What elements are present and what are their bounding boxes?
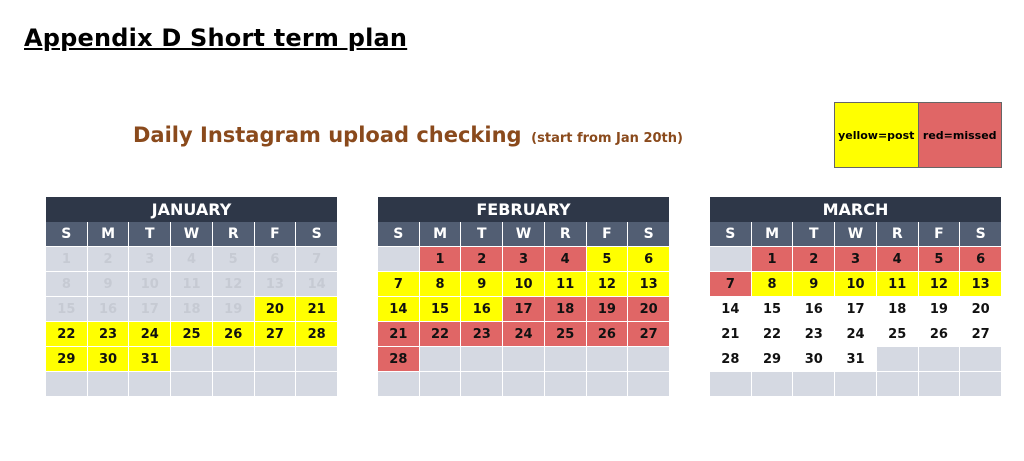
calendar-day: 11 [877, 272, 918, 296]
calendar-empty-cell [296, 347, 337, 371]
chart-subtitle [133, 123, 683, 147]
calendar-empty-cell [171, 372, 212, 396]
calendar-day: 12 [213, 272, 254, 296]
calendar-day: 7 [378, 272, 419, 296]
calendar-empty-cell [628, 372, 669, 396]
page-heading: Appendix D Short term plan [24, 24, 408, 52]
calendar-day: 11 [545, 272, 586, 296]
weekday-header: R [213, 222, 254, 246]
calendar-day: 15 [46, 297, 87, 321]
calendar-day: 18 [545, 297, 586, 321]
calendar-empty-cell [378, 247, 419, 271]
calendar-day: 8 [46, 272, 87, 296]
calendar-day: 19 [587, 297, 628, 321]
calendar-day: 25 [545, 322, 586, 346]
calendar-day: 26 [919, 322, 960, 346]
weekday-header: W [171, 222, 212, 246]
calendar-day: 7 [296, 247, 337, 271]
calendar-day: 28 [710, 347, 751, 371]
calendar-empty-cell [171, 347, 212, 371]
calendar-day: 21 [296, 297, 337, 321]
calendar-day: 6 [960, 247, 1001, 271]
calendar-day: 22 [752, 322, 793, 346]
calendar-empty-cell [835, 372, 876, 396]
calendar-grid [710, 222, 1001, 396]
calendar-day: 9 [793, 272, 834, 296]
calendar-march [710, 197, 1001, 396]
weekday-header: S [296, 222, 337, 246]
calendar-empty-cell [545, 347, 586, 371]
calendar-grid [46, 222, 337, 396]
calendar-empty-cell [213, 372, 254, 396]
calendar-grid [378, 222, 669, 396]
calendar-day: 31 [129, 347, 170, 371]
calendar-day: 29 [46, 347, 87, 371]
weekday-header: T [793, 222, 834, 246]
calendar-day: 1 [420, 247, 461, 271]
calendar-empty-cell [960, 347, 1001, 371]
calendar-day: 5 [587, 247, 628, 271]
calendar-day: 28 [296, 322, 337, 346]
weekday-header: R [877, 222, 918, 246]
calendar-day: 10 [835, 272, 876, 296]
weekday-header: F [919, 222, 960, 246]
weekday-header: W [835, 222, 876, 246]
weekday-header: S [710, 222, 751, 246]
calendar-empty-cell [129, 372, 170, 396]
weekday-header: S [378, 222, 419, 246]
calendar-empty-cell [877, 347, 918, 371]
calendar-day: 18 [877, 297, 918, 321]
calendar-day: 14 [378, 297, 419, 321]
calendar-empty-cell [255, 347, 296, 371]
calendar-empty-cell [587, 347, 628, 371]
calendar-empty-cell [793, 372, 834, 396]
calendar-day: 2 [88, 247, 129, 271]
calendar-day: 17 [503, 297, 544, 321]
calendar-day: 28 [378, 347, 419, 371]
weekday-header: M [88, 222, 129, 246]
calendar-day: 30 [88, 347, 129, 371]
calendar-empty-cell [420, 347, 461, 371]
calendar-empty-cell [420, 372, 461, 396]
calendar-day: 12 [587, 272, 628, 296]
calendar-day: 30 [793, 347, 834, 371]
calendar-day: 3 [835, 247, 876, 271]
calendar-empty-cell [503, 347, 544, 371]
calendar-day: 11 [171, 272, 212, 296]
weekday-header: W [503, 222, 544, 246]
calendar-day: 3 [503, 247, 544, 271]
calendar-day: 7 [710, 272, 751, 296]
weekday-header: F [587, 222, 628, 246]
weekday-header: F [255, 222, 296, 246]
weekday-header: S [960, 222, 1001, 246]
calendar-day: 24 [503, 322, 544, 346]
calendar-empty-cell [255, 372, 296, 396]
calendar-day: 4 [877, 247, 918, 271]
weekday-header: T [129, 222, 170, 246]
calendar-empty-cell [960, 372, 1001, 396]
calendar-empty-cell [628, 347, 669, 371]
weekday-header: S [628, 222, 669, 246]
calendar-day: 6 [255, 247, 296, 271]
calendar-day: 5 [919, 247, 960, 271]
calendar-day: 6 [628, 247, 669, 271]
calendar-day: 3 [129, 247, 170, 271]
calendar-day: 26 [213, 322, 254, 346]
calendar-day: 8 [752, 272, 793, 296]
calendar-day: 17 [835, 297, 876, 321]
calendar-day: 19 [213, 297, 254, 321]
calendar-empty-cell [461, 347, 502, 371]
calendar-empty-cell [919, 372, 960, 396]
calendar-day: 16 [461, 297, 502, 321]
calendar-day: 4 [171, 247, 212, 271]
legend-post: yellow=post [835, 103, 919, 167]
calendar-day: 23 [793, 322, 834, 346]
calendar-empty-cell [461, 372, 502, 396]
calendar-day: 22 [46, 322, 87, 346]
calendar-day: 24 [129, 322, 170, 346]
calendar-empty-cell [877, 372, 918, 396]
calendar-day: 15 [420, 297, 461, 321]
calendar-day: 10 [503, 272, 544, 296]
calendar-empty-cell [587, 372, 628, 396]
calendar-day: 1 [752, 247, 793, 271]
calendar-day: 17 [129, 297, 170, 321]
legend-missed: red=missed [919, 103, 1002, 167]
calendar-day: 25 [877, 322, 918, 346]
calendar-day: 21 [378, 322, 419, 346]
calendar-day: 27 [255, 322, 296, 346]
calendar-day: 2 [793, 247, 834, 271]
calendar-empty-cell [378, 372, 419, 396]
calendar-empty-cell [545, 372, 586, 396]
calendar-day: 1 [46, 247, 87, 271]
calendar-day: 31 [835, 347, 876, 371]
calendar-day: 13 [960, 272, 1001, 296]
calendar-day: 21 [710, 322, 751, 346]
calendar-day: 29 [752, 347, 793, 371]
calendar-empty-cell [296, 372, 337, 396]
calendar-day: 12 [919, 272, 960, 296]
calendar-day: 24 [835, 322, 876, 346]
calendar-day: 2 [461, 247, 502, 271]
calendar-day: 9 [461, 272, 502, 296]
calendar-day: 27 [628, 322, 669, 346]
calendar-empty-cell [710, 372, 751, 396]
calendar-day: 10 [129, 272, 170, 296]
calendar-day: 16 [793, 297, 834, 321]
calendar-day: 18 [171, 297, 212, 321]
calendar-day: 20 [628, 297, 669, 321]
weekday-header: S [46, 222, 87, 246]
weekday-header: M [752, 222, 793, 246]
calendar-day: 14 [296, 272, 337, 296]
calendar-empty-cell [88, 372, 129, 396]
subtitle-main: Daily Instagram upload checking [133, 123, 522, 147]
calendar-day: 4 [545, 247, 586, 271]
calendar-day: 27 [960, 322, 1001, 346]
calendar-day: 20 [255, 297, 296, 321]
subtitle-note: (start from Jan 20th) [531, 131, 683, 146]
calendar-february [378, 197, 669, 396]
calendar-day: 23 [461, 322, 502, 346]
calendar-day: 8 [420, 272, 461, 296]
calendar-empty-cell [752, 372, 793, 396]
calendar-january [46, 197, 337, 396]
calendar-day: 20 [960, 297, 1001, 321]
calendar-day: 16 [88, 297, 129, 321]
calendar-day: 26 [587, 322, 628, 346]
calendar-day: 13 [255, 272, 296, 296]
calendar-empty-cell [710, 247, 751, 271]
calendar-empty-cell [46, 372, 87, 396]
calendar-day: 9 [88, 272, 129, 296]
weekday-header: M [420, 222, 461, 246]
calendar-day: 14 [710, 297, 751, 321]
calendar-day: 22 [420, 322, 461, 346]
calendar-day: 19 [919, 297, 960, 321]
calendar-day: 5 [213, 247, 254, 271]
weekday-header: T [461, 222, 502, 246]
calendar-day: 25 [171, 322, 212, 346]
weekday-header: R [545, 222, 586, 246]
legend [834, 102, 1002, 168]
month-title: JANUARY [46, 197, 337, 222]
calendar-day: 15 [752, 297, 793, 321]
month-title: MARCH [710, 197, 1001, 222]
calendar-day: 23 [88, 322, 129, 346]
month-title: FEBRUARY [378, 197, 669, 222]
calendar-empty-cell [503, 372, 544, 396]
calendar-empty-cell [919, 347, 960, 371]
calendar-day: 13 [628, 272, 669, 296]
calendar-empty-cell [213, 347, 254, 371]
